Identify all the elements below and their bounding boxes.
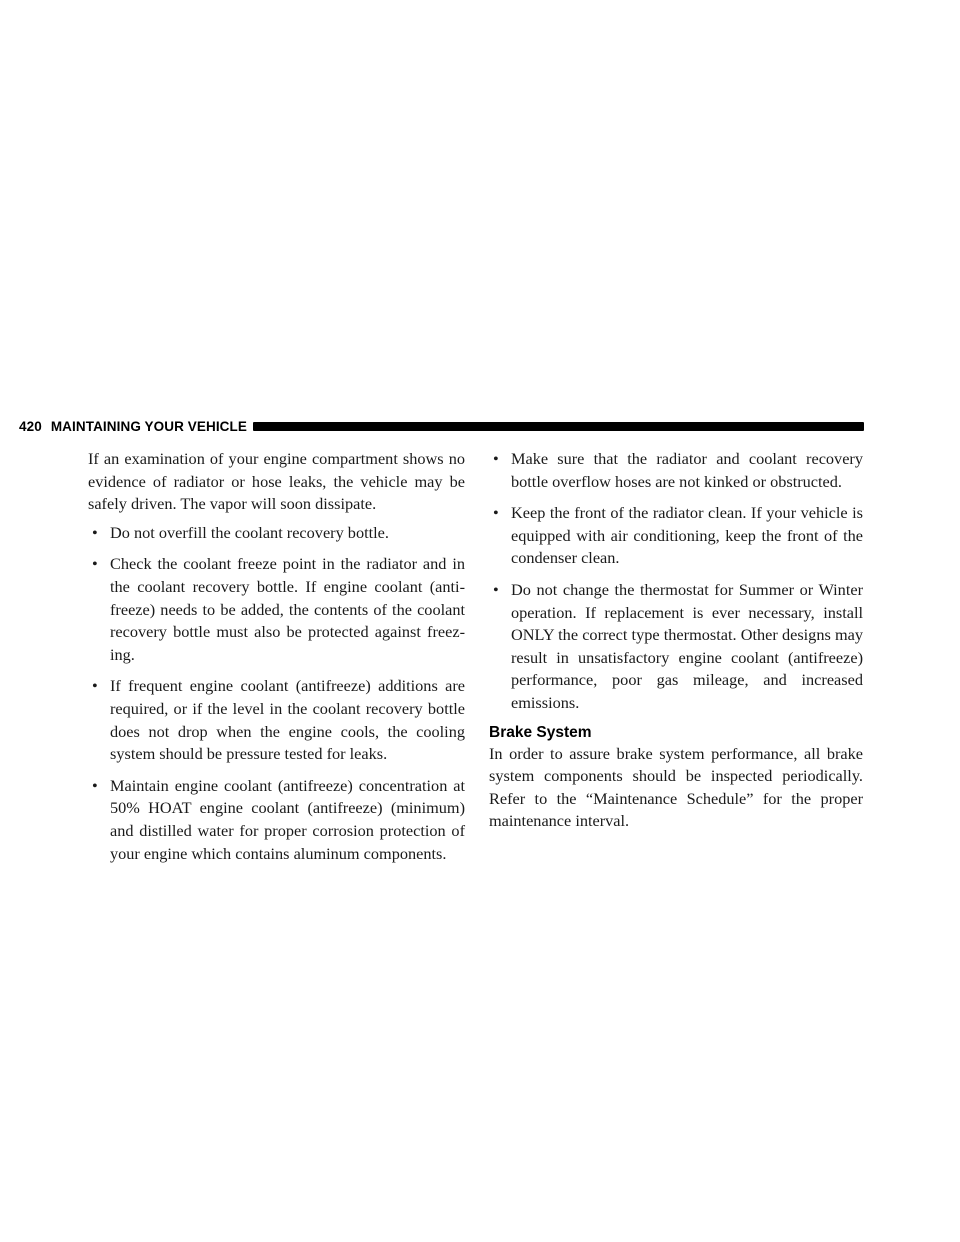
header-rule [253, 422, 864, 431]
list-item [489, 502, 863, 570]
list-item [489, 448, 863, 493]
page-number: 420 [19, 418, 42, 434]
list-item-text: Keep the front of the radiator clean. If your vehicle is equipped with air conditioning, keep the front of the condenser clean. [511, 503, 863, 568]
list-item [88, 775, 465, 865]
list-item [88, 522, 465, 545]
section-heading-brake-system: Brake System [489, 723, 592, 741]
list-item [88, 553, 465, 666]
list-item-text: Maintain engine coolant (antifreeze) concentration at 50% HOAT engine coolant (antifreeze) (minimum) and distilled water for proper corrosion protection of your engine which contains aluminum components. [110, 775, 465, 863]
bullet-icon: • [92, 775, 98, 795]
bullet-icon: • [493, 449, 499, 468]
right-column [489, 448, 863, 833]
list-item-text: Do not change the thermostat for Summer or Winter operation. If replacement is ever necessary, install ONLY the correct type thermostat. Other designs may result in unsatisfactory engine coolant (antifreeze) performance, poor gas mileage, and increased emissions. [511, 579, 863, 712]
intro-paragraph: If an examination of your engine compartment shows no evidence of radiator or hose leaks, the vehicle may be safely driven. The vapor will soon dissipate. [88, 449, 465, 514]
list-item [489, 579, 863, 715]
list-item-text: Make sure that the radiator and coolant recovery bottle overflow hoses are not kinked or obstructed. [511, 449, 863, 491]
bullet-icon: • [493, 503, 499, 523]
list-item-text: Do not overfill the coolant recovery bottle. [110, 522, 389, 542]
left-column [88, 448, 465, 874]
bullet-icon: • [92, 522, 98, 542]
bullet-icon: • [493, 579, 499, 599]
bullet-icon: • [92, 676, 98, 696]
bullet-icon: • [92, 554, 98, 574]
page-header [19, 416, 864, 436]
section-title: MAINTAINING YOUR VEHICLE [50, 418, 247, 434]
coolant-tips-list [88, 522, 465, 865]
list-item-text: Check the coolant freeze point in the radiator and in the coolant recovery bottle. If engine coolant (anti-freeze) needs to be added, the contents of the coolant recovery bottle must also be protected against freez-ing. [110, 554, 465, 664]
list-item [88, 675, 465, 765]
coolant-tips-list-continued [489, 448, 863, 715]
list-item-text: If frequent engine coolant (antifreeze) additions are required, or if the level in the coolant recovery bottle does not drop when the engine cools, the cooling system should be pressure tested for leaks. [110, 676, 465, 764]
brake-system-paragraph: In order to assure brake system performance, all brake system components should be inspected periodically. Refer to the “Maintenance Schedule” for the proper maintenance interval. [489, 743, 863, 831]
